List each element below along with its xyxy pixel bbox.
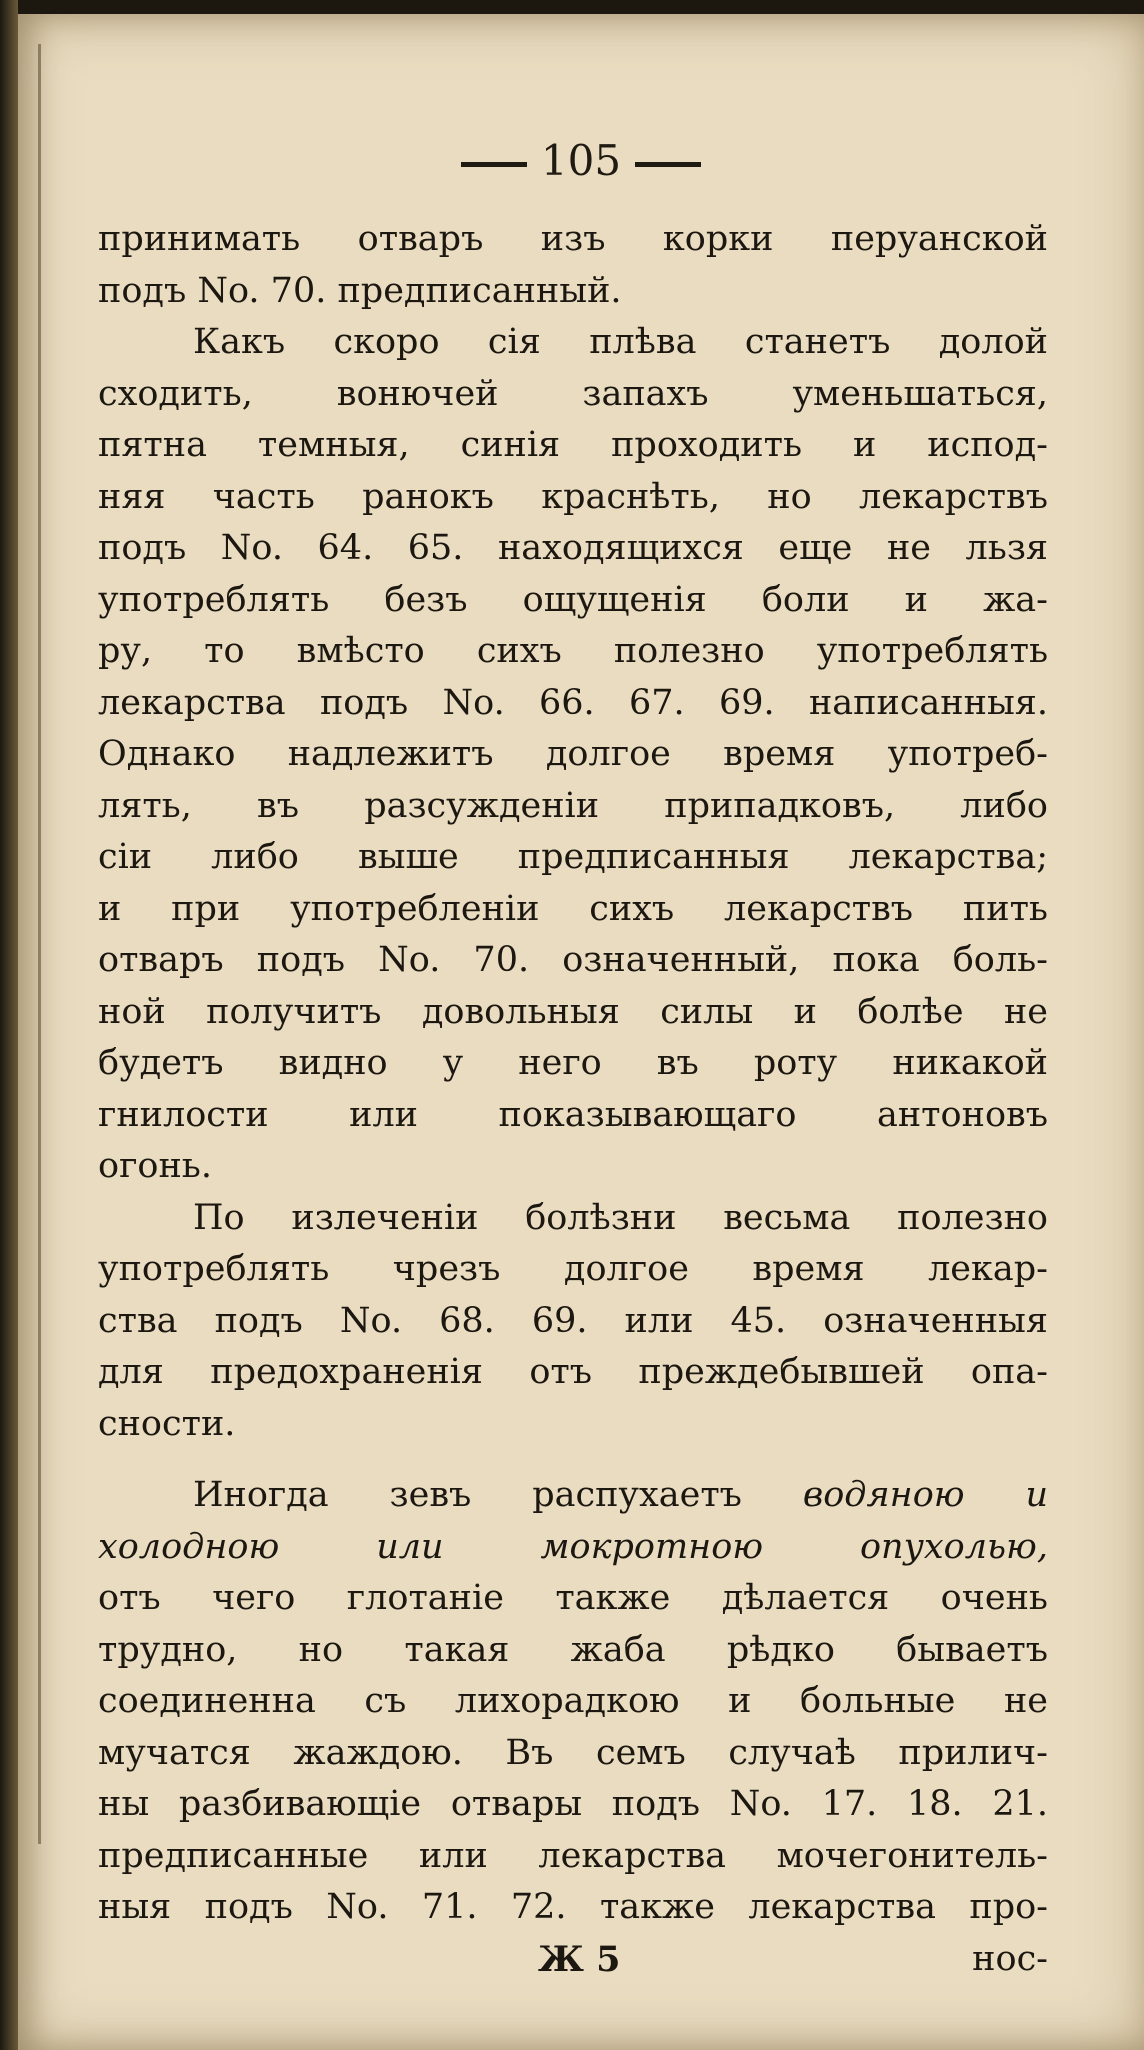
- text-line: лекарства подъ No. 66. 67. 69. написанныя.: [98, 682, 1048, 723]
- text-line: няя часть ранокъ краснѣть, но лекарствъ: [98, 476, 1048, 517]
- text-line: сіи либо выше предписанныя лекарства;: [98, 837, 1048, 877]
- text-line-italic: холодною или мокротною опухолью,: [98, 1526, 1048, 1567]
- text-line: и при употребленіи сихъ лекарствъ пить: [98, 888, 1048, 929]
- text-line: предписанные или лекарства мочегонитель-: [98, 1835, 1048, 1876]
- header-dash-left: [461, 162, 527, 167]
- catchword: нос-: [972, 1938, 1048, 1979]
- header-dash-right: [635, 162, 701, 167]
- text-line: будетъ видно у него въ роту никакой: [98, 1043, 1048, 1083]
- text-segment-italic: водяною и: [802, 1475, 1048, 1515]
- text-line: гнилости или показывающаго антоновъ: [98, 1094, 1048, 1135]
- text-line: огонь.: [98, 1146, 212, 1186]
- book-spine-edge: [0, 0, 18, 2050]
- text-line: принимать отваръ изъ корки перуанской: [98, 219, 1048, 259]
- text-line: мучатся жаждою. Въ семъ случаѣ прилич-: [98, 1732, 1048, 1773]
- text-line: лять, въ разсужденіи припадковъ, либо: [98, 785, 1048, 826]
- page-header: [18, 136, 1144, 185]
- signature-mark: Ж 5: [538, 1938, 621, 1980]
- text-line: Однако надлежитъ долгое время употреб-: [98, 734, 1048, 774]
- text-line: ства подъ No. 68. 69. или 45. означенныя: [98, 1300, 1048, 1341]
- book-top-edge: [0, 0, 1144, 14]
- page-footer: [98, 1934, 1048, 1989]
- gutter-line: [38, 44, 41, 1844]
- text-line: [98, 1470, 1048, 1522]
- text-line: ныя подъ No. 71. 72. также лекарства про-: [98, 1887, 1048, 1927]
- text-line: подъ No. 64. 65. находящихся еще не льзя: [98, 528, 1048, 568]
- text-line: ны разбивающіе отвары подъ No. 17. 18. 21.: [98, 1784, 1048, 1824]
- text-line: По излеченіи болѣзни весьма полезно: [193, 1197, 1048, 1238]
- text-line: для предохраненія отъ преждебывшей опа-: [98, 1352, 1048, 1392]
- text-line: пятна темныя, синія проходить и испод-: [98, 425, 1048, 465]
- text-line: употреблять безъ ощущенія боли и жа-: [98, 579, 1048, 620]
- text-line: ру, то вмѣсто сихъ полезно употреблять: [98, 631, 1048, 671]
- text-line: отъ чего глотаніе также дѣлается очень: [98, 1578, 1048, 1618]
- text-line: ной получитъ довольныя силы и болѣе не: [98, 991, 1048, 1032]
- text-segment: Иногда зевъ распухаетъ: [193, 1475, 742, 1515]
- book-page: [18, 14, 1144, 2050]
- body-text: [98, 214, 1048, 1989]
- text-line: трудно, но такая жаба рѣдко бываетъ: [98, 1629, 1048, 1670]
- text-line: соединенна съ лихорадкою и больные не: [98, 1681, 1048, 1721]
- text-line: сности.: [98, 1403, 236, 1444]
- paragraph-gap: [98, 1450, 1048, 1470]
- text-line: отваръ подъ No. 70. означенный, пока боль-: [98, 940, 1048, 980]
- text-line: употреблять чрезъ долгое время лекар-: [98, 1249, 1048, 1289]
- text-line: Какъ скоро сія плѣва станетъ долой: [193, 322, 1048, 362]
- page-number: 105: [540, 136, 622, 185]
- text-line: сходить, вонючей запахъ уменьшаться,: [98, 373, 1048, 414]
- text-line: подъ No. 70. предписанный.: [98, 270, 622, 311]
